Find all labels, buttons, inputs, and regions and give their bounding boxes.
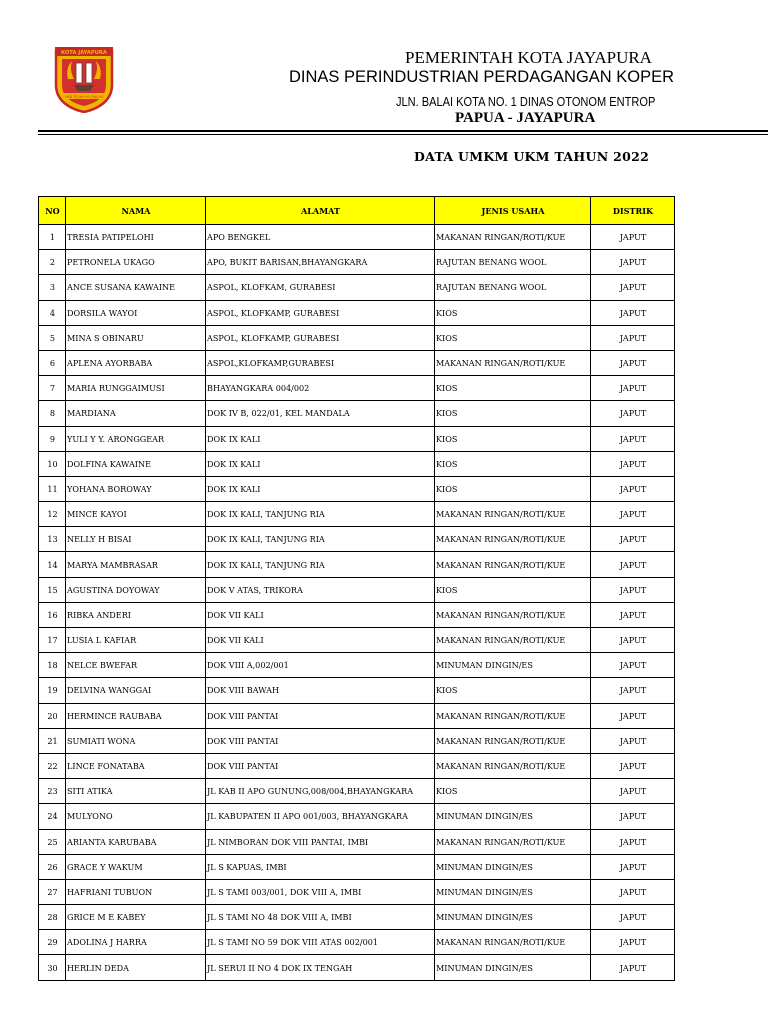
- cell-jenis-usaha: RAJUTAN BENANG WOOL: [435, 275, 591, 300]
- cell-jenis-usaha: KIOS: [435, 476, 591, 501]
- cell-jenis-usaha: MINUMAN DINGIN/ES: [435, 879, 591, 904]
- cell-jenis-usaha: KIOS: [435, 300, 591, 325]
- cell-jenis-usaha: KIOS: [435, 451, 591, 476]
- table-row: [39, 879, 675, 904]
- cell-jenis-usaha: MAKANAN RINGAN/ROTI/KUE: [435, 628, 591, 653]
- table-row: [39, 955, 675, 980]
- cell-nama: HERLIN DEDA: [66, 955, 206, 980]
- column-header-no: NO: [39, 197, 66, 225]
- header-region: PAPUA - JAYAPURA: [455, 110, 596, 126]
- cell-jenis-usaha: MAKANAN RINGAN/ROTI/KUE: [435, 502, 591, 527]
- cell-jenis-usaha: MINUMAN DINGIN/ES: [435, 653, 591, 678]
- table-row: [39, 753, 675, 778]
- cell-nama: LINCE FONATABA: [66, 753, 206, 778]
- cell-alamat: ASPOL,KLOFKAMP,GURABESI: [206, 350, 435, 375]
- cell-alamat: DOK IX KALI: [206, 476, 435, 501]
- cell-nama: ANCE SUSANA KAWAINE: [66, 275, 206, 300]
- cell-distrik: JAPUT: [591, 350, 675, 375]
- column-header-jenis-usaha: JENIS USAHA: [435, 197, 591, 225]
- table-row: [39, 451, 675, 476]
- table-row: [39, 628, 675, 653]
- cell-jenis-usaha: MINUMAN DINGIN/ES: [435, 804, 591, 829]
- cell-no: 30: [39, 955, 66, 980]
- cell-nama: HAFRIANI TUBUON: [66, 879, 206, 904]
- header-rule-thick: [38, 130, 768, 132]
- cell-alamat: APO, BUKIT BARISAN,BHAYANGKARA: [206, 250, 435, 275]
- svg-text:KOTA JAYAPURA: KOTA JAYAPURA: [61, 50, 107, 56]
- cell-distrik: JAPUT: [591, 527, 675, 552]
- cell-no: 21: [39, 728, 66, 753]
- cell-jenis-usaha: MAKANAN RINGAN/ROTI/KUE: [435, 703, 591, 728]
- cell-distrik: JAPUT: [591, 602, 675, 627]
- cell-distrik: JAPUT: [591, 678, 675, 703]
- cell-nama: MINCE KAYOI: [66, 502, 206, 527]
- cell-distrik: JAPUT: [591, 905, 675, 930]
- cell-alamat: DOK IX KALI: [206, 451, 435, 476]
- cell-no: 26: [39, 854, 66, 879]
- cell-jenis-usaha: MAKANAN RINGAN/ROTI/KUE: [435, 602, 591, 627]
- cell-nama: DELVINA WANGGAI: [66, 678, 206, 703]
- cell-no: 25: [39, 829, 66, 854]
- header-government: PEMERINTAH KOTA JAYAPURA: [405, 48, 652, 67]
- cell-nama: NELCE BWEFAR: [66, 653, 206, 678]
- header-rule-thin: [38, 134, 768, 135]
- cell-alamat: JL NIMBORAN DOK VIII PANTAI, IMBI: [206, 829, 435, 854]
- cell-distrik: JAPUT: [591, 300, 675, 325]
- cell-nama: TRESIA PATIPELOHI: [66, 225, 206, 250]
- cell-jenis-usaha: MAKANAN RINGAN/ROTI/KUE: [435, 552, 591, 577]
- table-row: [39, 250, 675, 275]
- cell-alamat: BHAYANGKARA 004/002: [206, 376, 435, 401]
- cell-distrik: JAPUT: [591, 753, 675, 778]
- table-row: [39, 376, 675, 401]
- cell-no: 23: [39, 779, 66, 804]
- cell-distrik: JAPUT: [591, 703, 675, 728]
- cell-no: 1: [39, 225, 66, 250]
- cell-alamat: ASPOL, KLOFKAMP, GURABESI: [206, 300, 435, 325]
- cell-alamat: JL S TAMI NO 59 DOK VIII ATAS 002/001: [206, 930, 435, 955]
- cell-no: 9: [39, 426, 66, 451]
- cell-nama: AGUSTINA DOYOWAY: [66, 577, 206, 602]
- cell-distrik: JAPUT: [591, 829, 675, 854]
- cell-distrik: JAPUT: [591, 930, 675, 955]
- table-row: [39, 829, 675, 854]
- cell-nama: MINA S OBINARU: [66, 325, 206, 350]
- cell-jenis-usaha: RAJUTAN BENANG WOOL: [435, 250, 591, 275]
- cell-jenis-usaha: KIOS: [435, 426, 591, 451]
- cell-jenis-usaha: MAKANAN RINGAN/ROTI/KUE: [435, 728, 591, 753]
- cell-jenis-usaha: MINUMAN DINGIN/ES: [435, 905, 591, 930]
- cell-nama: RIBKA ANDERI: [66, 602, 206, 627]
- table-row: [39, 325, 675, 350]
- svg-text:HEN TECAHI YO ONO UI: HEN TECAHI YO ONO UI: [65, 95, 103, 99]
- table-row: [39, 804, 675, 829]
- cell-distrik: JAPUT: [591, 376, 675, 401]
- cell-distrik: JAPUT: [591, 275, 675, 300]
- table-row: [39, 703, 675, 728]
- cell-nama: YOHANA BOROWAY: [66, 476, 206, 501]
- table-row: [39, 552, 675, 577]
- cell-nama: NELLY H BISAI: [66, 527, 206, 552]
- header-agency: DINAS PERINDUSTRIAN PERDAGANGAN KOPER: [289, 68, 675, 86]
- document-title: DATA UMKM UKM TAHUN 2022: [414, 149, 650, 164]
- cell-nama: ADOLINA J HARRA: [66, 930, 206, 955]
- table-row: [39, 905, 675, 930]
- column-header-nama: NAMA: [66, 197, 206, 225]
- cell-no: 17: [39, 628, 66, 653]
- cell-no: 15: [39, 577, 66, 602]
- cell-alamat: JL SERUI II NO 4 DOK IX TENGAH: [206, 955, 435, 980]
- cell-no: 19: [39, 678, 66, 703]
- cell-jenis-usaha: MINUMAN DINGIN/ES: [435, 955, 591, 980]
- cell-alamat: DOK IX KALI: [206, 426, 435, 451]
- table-row: [39, 678, 675, 703]
- cell-distrik: JAPUT: [591, 502, 675, 527]
- cell-distrik: JAPUT: [591, 728, 675, 753]
- table-row: [39, 401, 675, 426]
- cell-alamat: DOK IX KALI, TANJUNG RIA: [206, 527, 435, 552]
- cell-no: 4: [39, 300, 66, 325]
- cell-no: 10: [39, 451, 66, 476]
- cell-nama: ARIANTA KARUBABA: [66, 829, 206, 854]
- cell-no: 7: [39, 376, 66, 401]
- cell-jenis-usaha: MAKANAN RINGAN/ROTI/KUE: [435, 350, 591, 375]
- cell-distrik: JAPUT: [591, 552, 675, 577]
- cell-distrik: JAPUT: [591, 401, 675, 426]
- cell-no: 11: [39, 476, 66, 501]
- kota-jayapura-logo: [52, 45, 116, 113]
- cell-no: 8: [39, 401, 66, 426]
- table-row: [39, 653, 675, 678]
- cell-nama: YULI Y Y. ARONGGEAR: [66, 426, 206, 451]
- cell-alamat: DOK V ATAS, TRIKORA: [206, 577, 435, 602]
- cell-alamat: JL KABUPATEN II APO 001/003, BHAYANGKARA: [206, 804, 435, 829]
- cell-alamat: DOK VIII A,002/001: [206, 653, 435, 678]
- cell-alamat: JL S TAMI 003/001, DOK VIII A, IMBI: [206, 879, 435, 904]
- table-row: [39, 350, 675, 375]
- cell-jenis-usaha: KIOS: [435, 401, 591, 426]
- cell-distrik: JAPUT: [591, 779, 675, 804]
- cell-distrik: JAPUT: [591, 628, 675, 653]
- table-row: [39, 854, 675, 879]
- cell-alamat: DOK VIII PANTAI: [206, 728, 435, 753]
- cell-distrik: JAPUT: [591, 854, 675, 879]
- cell-alamat: DOK VIII PANTAI: [206, 703, 435, 728]
- table-row: [39, 527, 675, 552]
- cell-no: 6: [39, 350, 66, 375]
- cell-nama: MULYONO: [66, 804, 206, 829]
- header-address: JLN. BALAI KOTA NO. 1 DINAS OTONOM ENTROP: [396, 94, 656, 109]
- cell-no: 12: [39, 502, 66, 527]
- cell-distrik: JAPUT: [591, 225, 675, 250]
- cell-distrik: JAPUT: [591, 476, 675, 501]
- cell-alamat: ASPOL, KLOFKAMP, GURABESI: [206, 325, 435, 350]
- cell-alamat: JL S TAMI NO 48 DOK VIII A, IMBI: [206, 905, 435, 930]
- cell-distrik: JAPUT: [591, 955, 675, 980]
- cell-jenis-usaha: MINUMAN DINGIN/ES: [435, 854, 591, 879]
- cell-alamat: JL KAB II APO GUNUNG,008/004,BHAYANGKARA: [206, 779, 435, 804]
- cell-no: 27: [39, 879, 66, 904]
- table-row: [39, 426, 675, 451]
- cell-no: 5: [39, 325, 66, 350]
- table-row: [39, 225, 675, 250]
- cell-jenis-usaha: MAKANAN RINGAN/ROTI/KUE: [435, 225, 591, 250]
- cell-alamat: DOK VII KALI: [206, 628, 435, 653]
- cell-jenis-usaha: KIOS: [435, 376, 591, 401]
- cell-nama: DORSILA WAYOI: [66, 300, 206, 325]
- cell-alamat: DOK VIII PANTAI: [206, 753, 435, 778]
- cell-alamat: APO BENGKEL: [206, 225, 435, 250]
- cell-nama: SITI ATIKA: [66, 779, 206, 804]
- cell-no: 2: [39, 250, 66, 275]
- cell-nama: LUSIA L KAFIAR: [66, 628, 206, 653]
- cell-alamat: JL S KAPUAS, IMBI: [206, 854, 435, 879]
- cell-nama: GRACE Y WAKUM: [66, 854, 206, 879]
- cell-no: 14: [39, 552, 66, 577]
- cell-distrik: JAPUT: [591, 426, 675, 451]
- table-row: [39, 779, 675, 804]
- cell-distrik: JAPUT: [591, 451, 675, 476]
- cell-alamat: DOK IV B, 022/01, KEL MANDALA: [206, 401, 435, 426]
- table-row: [39, 728, 675, 753]
- table-header-row: [39, 197, 675, 225]
- cell-jenis-usaha: KIOS: [435, 577, 591, 602]
- umkm-table: [38, 196, 675, 981]
- table-row: [39, 476, 675, 501]
- cell-distrik: JAPUT: [591, 653, 675, 678]
- cell-no: 24: [39, 804, 66, 829]
- cell-no: 13: [39, 527, 66, 552]
- column-header-distrik: DISTRIK: [591, 197, 675, 225]
- cell-distrik: JAPUT: [591, 804, 675, 829]
- cell-jenis-usaha: KIOS: [435, 779, 591, 804]
- cell-distrik: JAPUT: [591, 250, 675, 275]
- cell-nama: MARDIANA: [66, 401, 206, 426]
- table-row: [39, 275, 675, 300]
- table-row: [39, 300, 675, 325]
- cell-jenis-usaha: MAKANAN RINGAN/ROTI/KUE: [435, 753, 591, 778]
- cell-nama: APLENA AYORBABA: [66, 350, 206, 375]
- cell-alamat: DOK IX KALI, TANJUNG RIA: [206, 552, 435, 577]
- column-header-alamat: ALAMAT: [206, 197, 435, 225]
- cell-alamat: DOK IX KALI, TANJUNG RIA: [206, 502, 435, 527]
- cell-alamat: DOK VII KALI: [206, 602, 435, 627]
- cell-nama: PETRONELA UKAGO: [66, 250, 206, 275]
- cell-nama: HERMINCE RAUBABA: [66, 703, 206, 728]
- cell-no: 18: [39, 653, 66, 678]
- cell-nama: MARYA MAMBRASAR: [66, 552, 206, 577]
- table-row: [39, 602, 675, 627]
- table-row: [39, 502, 675, 527]
- cell-jenis-usaha: MAKANAN RINGAN/ROTI/KUE: [435, 527, 591, 552]
- cell-no: 20: [39, 703, 66, 728]
- cell-distrik: JAPUT: [591, 577, 675, 602]
- cell-alamat: ASPOL, KLOFKAM, GURABESI: [206, 275, 435, 300]
- cell-nama: SUMIATI WONA: [66, 728, 206, 753]
- cell-distrik: JAPUT: [591, 325, 675, 350]
- cell-nama: MARIA RUNGGAIMUSI: [66, 376, 206, 401]
- cell-alamat: DOK VIII BAWAH: [206, 678, 435, 703]
- cell-no: 22: [39, 753, 66, 778]
- cell-jenis-usaha: KIOS: [435, 678, 591, 703]
- cell-no: 3: [39, 275, 66, 300]
- cell-nama: GRICE M E KABEY: [66, 905, 206, 930]
- cell-no: 29: [39, 930, 66, 955]
- cell-distrik: JAPUT: [591, 879, 675, 904]
- cell-nama: DOLFINA KAWAINE: [66, 451, 206, 476]
- cell-no: 16: [39, 602, 66, 627]
- cell-jenis-usaha: MAKANAN RINGAN/ROTI/KUE: [435, 930, 591, 955]
- table-row: [39, 577, 675, 602]
- cell-jenis-usaha: KIOS: [435, 325, 591, 350]
- table-row: [39, 930, 675, 955]
- cell-jenis-usaha: MAKANAN RINGAN/ROTI/KUE: [435, 829, 591, 854]
- cell-no: 28: [39, 905, 66, 930]
